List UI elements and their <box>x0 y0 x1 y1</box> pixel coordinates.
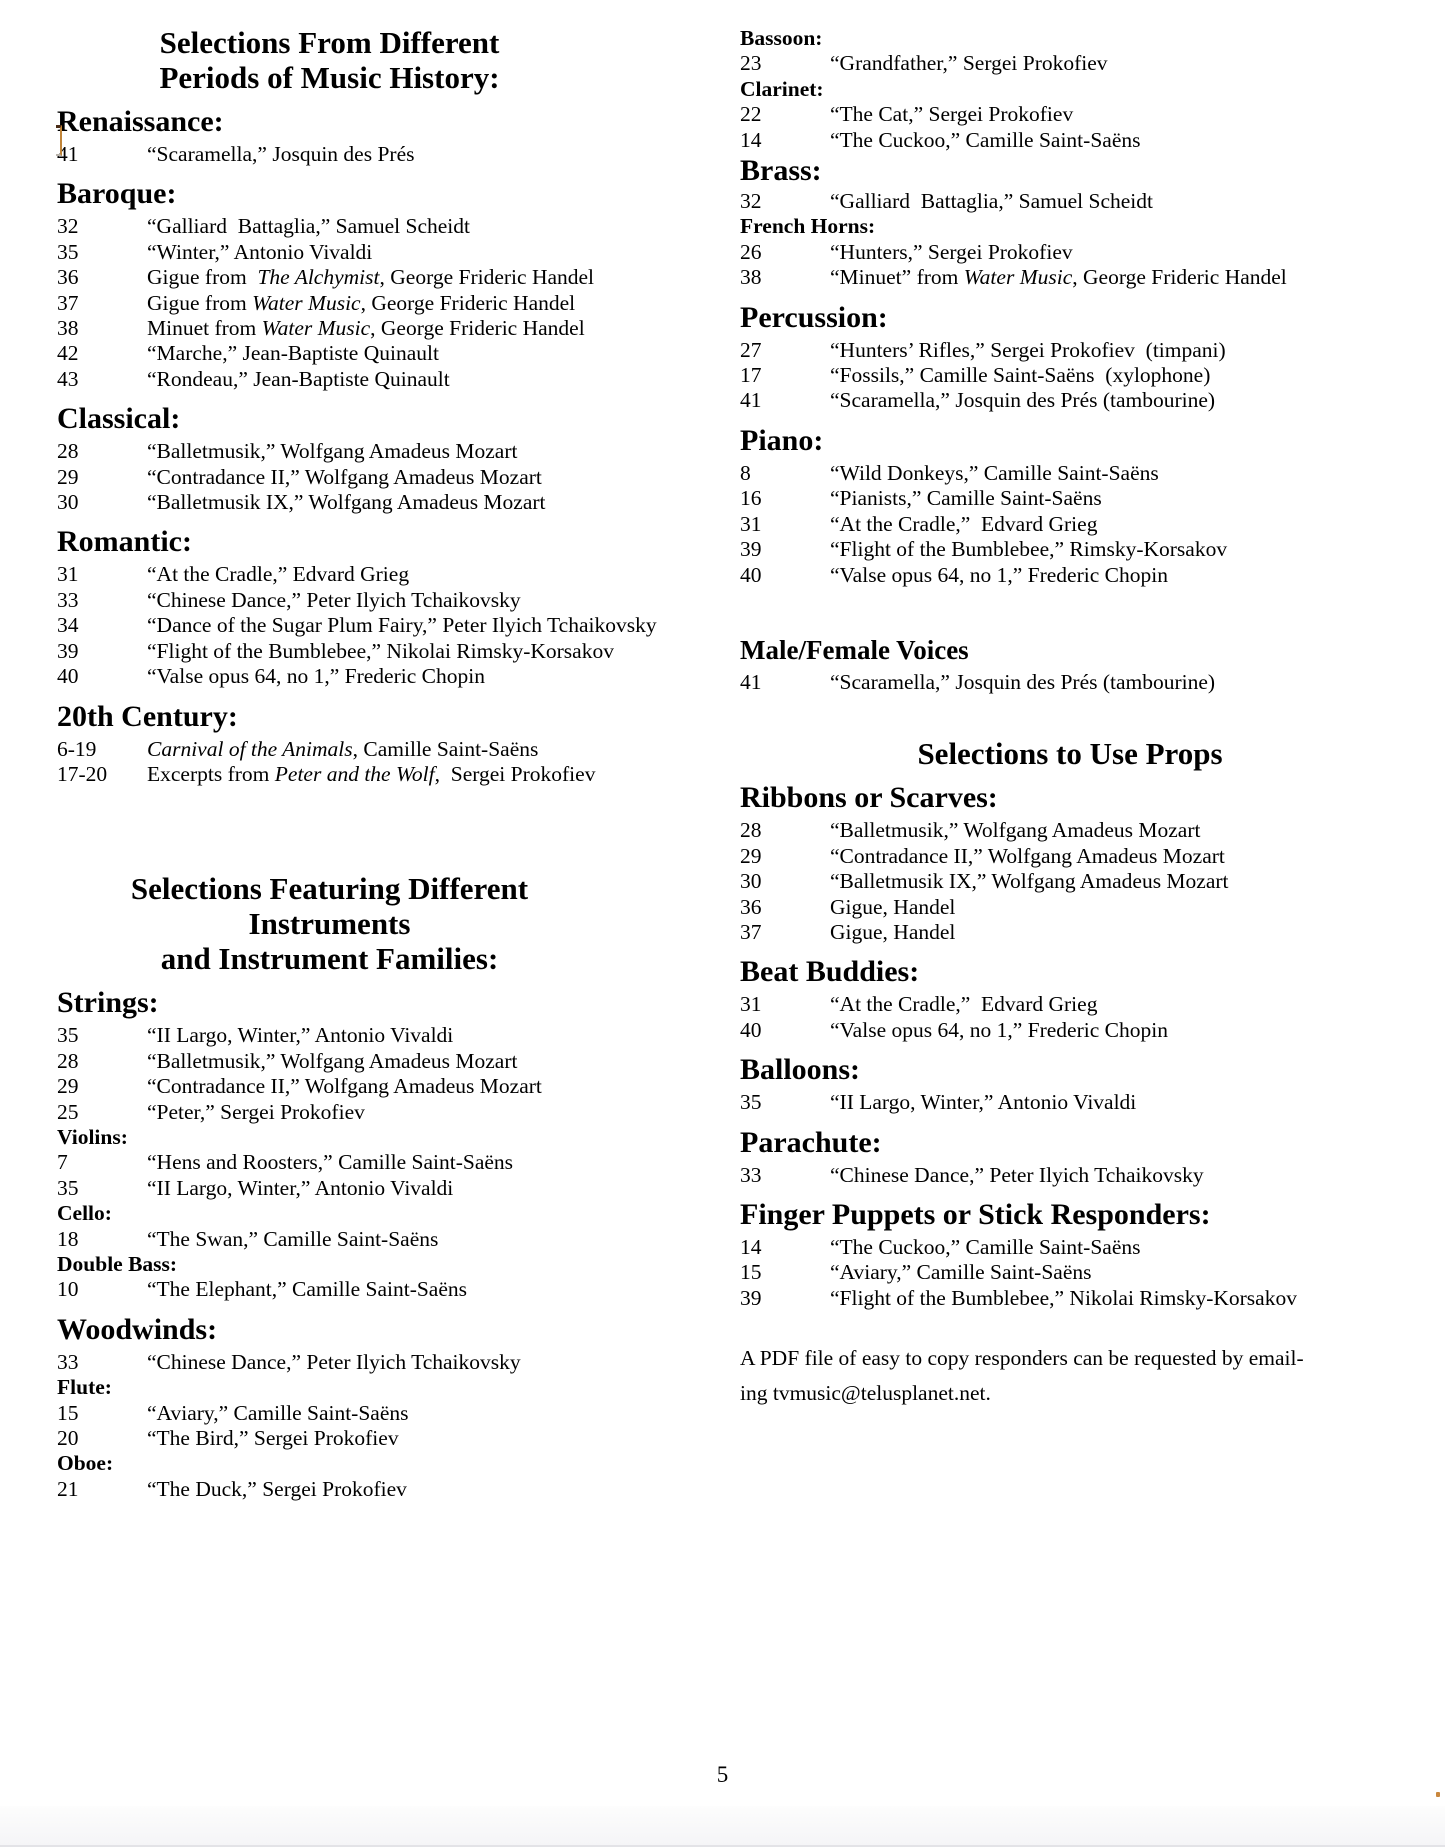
note-line: A PDF file of easy to copy responders can be requested by email- <box>740 1346 1304 1371</box>
track-number: 39 <box>740 537 762 562</box>
track-title: “Hunters,” Sergei Prokofiev <box>830 239 1073 264</box>
heading-line: Strings: <box>57 986 159 1020</box>
track-number: 39 <box>57 638 79 663</box>
list-item <box>740 240 1420 265</box>
heading-20th-century <box>57 700 697 734</box>
list-item <box>57 367 697 392</box>
heading-line: Male/Female Voices <box>740 634 969 665</box>
heading-line: Baroque: <box>57 177 177 211</box>
list-item <box>57 762 697 787</box>
list-item <box>57 1074 697 1099</box>
track-title: “Contradance II,” Wolfgang Amadeus Mozart <box>147 1074 542 1099</box>
heading-line: Parachute: <box>740 1125 882 1159</box>
item-list <box>740 1235 1420 1311</box>
track-number: 41 <box>740 669 762 694</box>
list-item <box>740 563 1420 588</box>
track-title: “Contradance II,” Wolfgang Amadeus Mozart <box>147 464 542 489</box>
scan-artifact-bracket <box>56 125 62 156</box>
list-item <box>57 613 697 638</box>
track-title: “Hens and Roosters,” Camille Saint-Saëns <box>147 1150 514 1175</box>
note-line: ing tvmusic@telusplanet.net. <box>740 1381 991 1406</box>
item-list <box>57 439 697 515</box>
list-item <box>57 1277 697 1302</box>
track-title: “Balletmusik,” Wolfgang Amadeus Mozart <box>147 1048 518 1073</box>
heading-line: Flute: <box>57 1375 112 1400</box>
track-title: “The Cuckoo,” Camille Saint-Saëns <box>830 127 1141 152</box>
track-number: 29 <box>740 843 762 868</box>
heading-line: Selections From Different <box>159 25 500 60</box>
track-title: “Balletmusik,” Wolfgang Amadeus Mozart <box>147 439 518 464</box>
heading-clarinet <box>740 77 1420 102</box>
track-title: “Scaramella,” Josquin des Prés (tambourine) <box>830 388 1216 413</box>
list-item <box>740 869 1420 894</box>
track-number: 7 <box>57 1150 68 1175</box>
track-title: Gigue from The Alchymist, George Frideric Handel <box>147 265 595 290</box>
heading-classical <box>57 402 697 436</box>
heading-line: Finger Puppets or Stick Responders: <box>740 1197 1211 1231</box>
list-item <box>57 1350 697 1375</box>
item-list <box>57 142 697 167</box>
heading-selections-featuring-different-instrumen <box>57 871 602 976</box>
track-number: 22 <box>740 102 762 127</box>
heading-line: Cello: <box>57 1201 112 1226</box>
list-item <box>740 844 1420 869</box>
track-number: 6-19 <box>57 736 97 761</box>
track-title: “Valse opus 64, no 1,” Frederic Chopin <box>830 562 1168 587</box>
track-number: 41 <box>740 388 762 413</box>
item-list <box>57 562 697 689</box>
track-title: “Minuet” from Water Music, George Frideric Handel <box>830 265 1287 290</box>
track-number: 33 <box>740 1162 762 1187</box>
list-item <box>57 588 697 613</box>
list-item <box>740 102 1420 127</box>
list-item <box>740 670 1420 695</box>
track-number: 33 <box>57 587 79 612</box>
track-number: 28 <box>57 1048 79 1073</box>
track-title: “Flight of the Bumblebee,” Nikolai Rimsky-Korsakov <box>830 1285 1297 1310</box>
track-title: “Flight of the Bumblebee,” Nikolai Rimsky-Korsakov <box>147 638 614 663</box>
heading-flute <box>57 1375 697 1400</box>
track-number: 17-20 <box>57 761 108 786</box>
heading-french-horns <box>740 214 1420 239</box>
track-number: 15 <box>740 1260 762 1285</box>
heading-double-bass <box>57 1252 697 1277</box>
heading-ribbons-or-scarves <box>740 781 1420 815</box>
track-title: “Galliard Battaglia,” Samuel Scheidt <box>830 189 1153 214</box>
track-title: “Balletmusik IX,” Wolfgang Amadeus Mozart <box>830 869 1229 894</box>
item-list <box>740 338 1420 414</box>
heading-line: Woodwinds: <box>57 1312 218 1346</box>
track-number: 31 <box>57 562 79 587</box>
item-list <box>57 1023 697 1125</box>
heading-line: Romantic: <box>57 525 192 559</box>
heading-line: Ribbons or Scarves: <box>740 781 998 815</box>
track-title: “Hunters’ Rifles,” Sergei Prokofiev (timpani) <box>830 337 1226 362</box>
list-item <box>57 316 697 341</box>
track-title: “Chinese Dance,” Peter Ilyich Tchaikovsky <box>147 1349 521 1374</box>
heading-baroque <box>57 177 697 211</box>
footer-band <box>0 1806 1445 1847</box>
track-title: “Grandfather,” Sergei Prokofiev <box>830 51 1108 76</box>
track-title: “Fossils,” Camille Saint-Saëns (xylophone) <box>830 363 1211 388</box>
track-number: 34 <box>57 613 79 638</box>
track-number: 33 <box>57 1349 79 1374</box>
item-list <box>57 1477 697 1502</box>
track-title: “The Elephant,” Camille Saint-Saëns <box>147 1277 468 1302</box>
item-list <box>57 737 697 788</box>
heading-line: Selections to Use Props <box>917 736 1223 772</box>
track-title: Gigue, Handel <box>830 894 956 919</box>
track-title: “Valse opus 64, no 1,” Frederic Chopin <box>830 1017 1168 1042</box>
heading-line: Double Bass: <box>57 1251 178 1276</box>
track-number: 35 <box>740 1090 762 1115</box>
heading-line: French Horns: <box>740 214 876 239</box>
track-title: “At the Cradle,” Edvard Grieg <box>147 562 410 587</box>
track-number: 38 <box>740 265 762 290</box>
track-number: 41 <box>57 142 79 166</box>
track-title: “Scaramella,” Josquin des Prés (tambourine) <box>830 669 1216 694</box>
track-title: “The Cat,” Sergei Prokofiev <box>830 102 1074 127</box>
track-title: “Balletmusik,” Wolfgang Amadeus Mozart <box>830 818 1201 843</box>
list-item <box>57 341 697 366</box>
heading-selections-to-use-props <box>740 736 1400 771</box>
track-title: “Chinese Dance,” Peter Ilyich Tchaikovsky <box>147 587 521 612</box>
item-list <box>740 240 1420 291</box>
list-item <box>57 490 697 515</box>
list-item <box>57 142 697 167</box>
track-number: 28 <box>740 818 762 843</box>
track-number: 17 <box>740 363 762 388</box>
track-title: “Wild Donkeys,” Camille Saint-Saëns <box>830 460 1159 485</box>
track-number: 14 <box>740 127 762 152</box>
heading-finger-puppets-or-stick-responders <box>740 1198 1420 1232</box>
list-item <box>57 1227 697 1252</box>
heading-male-female-voices <box>740 634 1420 666</box>
track-title: “Balletmusik IX,” Wolfgang Amadeus Mozart <box>147 490 546 515</box>
item-list <box>57 214 697 392</box>
heading-balloons <box>740 1053 1420 1087</box>
track-number: 39 <box>740 1285 762 1310</box>
track-title: “II Largo, Winter,” Antonio Vivaldi <box>147 1023 454 1048</box>
track-number: 42 <box>57 341 79 366</box>
list-item <box>740 512 1420 537</box>
item-list <box>57 1350 697 1375</box>
track-title: “At the Cradle,” Edvard Grieg <box>830 992 1098 1017</box>
list-item <box>57 214 697 239</box>
track-title: “Aviary,” Camille Saint-Saëns <box>830 1260 1092 1285</box>
track-number: 37 <box>740 919 762 944</box>
list-item <box>740 388 1420 413</box>
list-item <box>57 562 697 587</box>
heading-line: and Instrument Families: <box>160 941 499 977</box>
heading-brass <box>740 153 1420 189</box>
track-number: 40 <box>740 1017 762 1042</box>
track-title: Excerpts from Peter and the Wolf, Sergei Prokofiev <box>147 761 596 786</box>
list-item <box>740 189 1420 214</box>
track-title: Carnival of the Animals, Camille Saint-Saëns <box>147 736 539 761</box>
track-number: 18 <box>57 1226 79 1251</box>
track-number: 20 <box>57 1426 79 1450</box>
track-title: “Pianists,” Camille Saint-Saëns <box>830 486 1102 511</box>
heading-percussion <box>740 301 1420 335</box>
heading-line: Piano: <box>740 423 824 457</box>
track-number: 36 <box>57 265 79 290</box>
heading-piano <box>740 424 1420 458</box>
item-list <box>740 670 1420 695</box>
list-item <box>740 1163 1420 1188</box>
track-title: “II Largo, Winter,” Antonio Vivaldi <box>830 1090 1137 1115</box>
heading-romantic <box>57 525 697 559</box>
list-item <box>57 1049 697 1074</box>
item-list <box>57 1277 697 1302</box>
track-title: “Marche,” Jean-Baptiste Quinault <box>147 341 439 366</box>
track-number: 38 <box>57 316 79 341</box>
item-list <box>740 818 1420 945</box>
heading-line: Selections Featuring Different Instruments <box>130 871 529 942</box>
note-paragraph <box>740 1341 1420 1411</box>
item-list <box>740 189 1420 214</box>
list-item <box>740 537 1420 562</box>
track-number: 35 <box>57 239 79 264</box>
list-item <box>740 992 1420 1017</box>
list-item <box>57 291 697 316</box>
list-item <box>740 818 1420 843</box>
track-title: “The Bird,” Sergei Prokofiev <box>147 1426 399 1450</box>
item-list <box>57 1227 697 1252</box>
list-item <box>57 1477 697 1502</box>
scan-artifact-dot <box>1436 1792 1440 1797</box>
track-number: 32 <box>740 189 762 214</box>
heading-beat-buddies <box>740 955 1420 989</box>
list-item <box>57 465 697 490</box>
heading-line: Percussion: <box>740 300 888 334</box>
track-number: 14 <box>740 1234 762 1259</box>
heading-cello <box>57 1201 697 1226</box>
track-title: “Scaramella,” Josquin des Prés <box>147 142 415 166</box>
item-list <box>740 992 1420 1043</box>
track-number: 15 <box>57 1400 79 1425</box>
track-number: 30 <box>57 490 79 515</box>
track-number: 25 <box>57 1099 79 1124</box>
track-title: “Flight of the Bumblebee,” Rimsky-Korsakov <box>830 537 1228 562</box>
track-number: 29 <box>57 464 79 489</box>
heading-renaissance <box>57 105 697 139</box>
list-item <box>57 1401 697 1426</box>
heading-violins <box>57 1125 697 1150</box>
track-number: 21 <box>57 1476 79 1501</box>
item-list <box>57 1150 697 1201</box>
track-number: 16 <box>740 486 762 511</box>
track-number: 35 <box>57 1023 79 1048</box>
item-list <box>740 1090 1420 1115</box>
heading-strings <box>57 986 697 1020</box>
track-number: 32 <box>57 214 79 239</box>
list-item <box>740 265 1420 290</box>
track-number: 31 <box>740 511 762 536</box>
track-title: “The Swan,” Camille Saint-Saëns <box>147 1226 439 1251</box>
track-title: “Chinese Dance,” Peter Ilyich Tchaikovsky <box>830 1162 1204 1187</box>
list-item <box>740 1018 1420 1043</box>
item-list <box>740 51 1420 76</box>
track-number: 43 <box>57 366 79 391</box>
track-number: 23 <box>740 51 762 76</box>
list-item <box>740 461 1420 486</box>
heading-parachute <box>740 1126 1420 1160</box>
right-column <box>740 0 1420 1411</box>
heading-line: Balloons: <box>740 1053 861 1087</box>
track-title: Gigue from Water Music, George Frideric Handel <box>147 290 576 315</box>
track-number: 26 <box>740 239 762 264</box>
list-item <box>57 240 697 265</box>
track-title: “II Largo, Winter,” Antonio Vivaldi <box>147 1175 454 1200</box>
heading-oboe <box>57 1451 697 1476</box>
list-item <box>740 920 1420 945</box>
list-item <box>740 51 1420 76</box>
track-title: Minuet from Water Music, George Frideric Handel <box>147 316 585 341</box>
list-item <box>57 1176 697 1201</box>
item-list <box>57 1401 697 1452</box>
list-item <box>740 363 1420 388</box>
track-number: 31 <box>740 992 762 1017</box>
track-number: 36 <box>740 894 762 919</box>
track-number: 27 <box>740 337 762 362</box>
heading-woodwinds <box>57 1313 697 1347</box>
track-title: “The Cuckoo,” Camille Saint-Saëns <box>830 1234 1141 1259</box>
list-item <box>740 338 1420 363</box>
track-title: “Rondeau,” Jean-Baptiste Quinault <box>147 366 450 391</box>
track-number: 37 <box>57 290 79 315</box>
list-item <box>57 1100 697 1125</box>
track-number: 28 <box>57 439 79 464</box>
list-item <box>740 895 1420 920</box>
item-list <box>740 461 1420 588</box>
track-number: 30 <box>740 869 762 894</box>
track-title: “Aviary,” Camille Saint-Saëns <box>147 1400 409 1425</box>
list-item <box>740 1235 1420 1260</box>
track-number: 29 <box>57 1074 79 1099</box>
list-item <box>57 737 697 762</box>
list-item <box>57 1426 697 1451</box>
track-number: 8 <box>740 460 751 485</box>
item-list <box>740 102 1420 153</box>
track-title: “Galliard Battaglia,” Samuel Scheidt <box>147 214 470 239</box>
list-item <box>740 1286 1420 1311</box>
track-number: 40 <box>740 562 762 587</box>
list-item <box>740 128 1420 153</box>
track-number: 40 <box>57 664 79 689</box>
track-title: “Valse opus 64, no 1,” Frederic Chopin <box>147 664 485 689</box>
list-item <box>57 265 697 290</box>
list-item <box>740 1090 1420 1115</box>
list-item <box>740 1260 1420 1285</box>
heading-line: Clarinet: <box>740 76 824 101</box>
list-item <box>57 1023 697 1048</box>
track-number: 10 <box>57 1277 79 1302</box>
list-item <box>57 639 697 664</box>
heading-selections-from-different-periods-of-mus <box>57 25 602 95</box>
heading-line: Violins: <box>57 1124 128 1149</box>
heading-line: Periods of Music History: <box>159 60 500 95</box>
heading-line: Bassoon: <box>740 26 823 50</box>
page-number: 5 <box>716 1762 729 1787</box>
heading-line: Classical: <box>57 402 181 436</box>
track-title: “Peter,” Sergei Prokofiev <box>147 1099 365 1124</box>
heading-line: Oboe: <box>57 1451 114 1476</box>
left-column <box>57 0 697 1502</box>
track-title: “Winter,” Antonio Vivaldi <box>147 239 373 264</box>
list-item <box>57 439 697 464</box>
item-list <box>740 1163 1420 1188</box>
track-title: “Contradance II,” Wolfgang Amadeus Mozart <box>830 843 1225 868</box>
track-title: “The Duck,” Sergei Prokofiev <box>147 1476 407 1501</box>
heading-line: Renaissance: <box>57 105 224 138</box>
list-item <box>740 486 1420 511</box>
track-title: “Dance of the Sugar Plum Fairy,” Peter Ilyich Tchaikovsky <box>147 613 657 638</box>
heading-line: Beat Buddies: <box>740 955 920 989</box>
track-title: Gigue, Handel <box>830 919 956 944</box>
list-item <box>57 664 697 689</box>
track-number: 35 <box>57 1175 79 1200</box>
heading-line: Brass: <box>740 154 822 188</box>
heading-line: 20th Century: <box>57 699 238 733</box>
track-title: “At the Cradle,” Edvard Grieg <box>830 511 1098 536</box>
heading-bassoon <box>740 26 1420 51</box>
list-item <box>57 1150 697 1175</box>
